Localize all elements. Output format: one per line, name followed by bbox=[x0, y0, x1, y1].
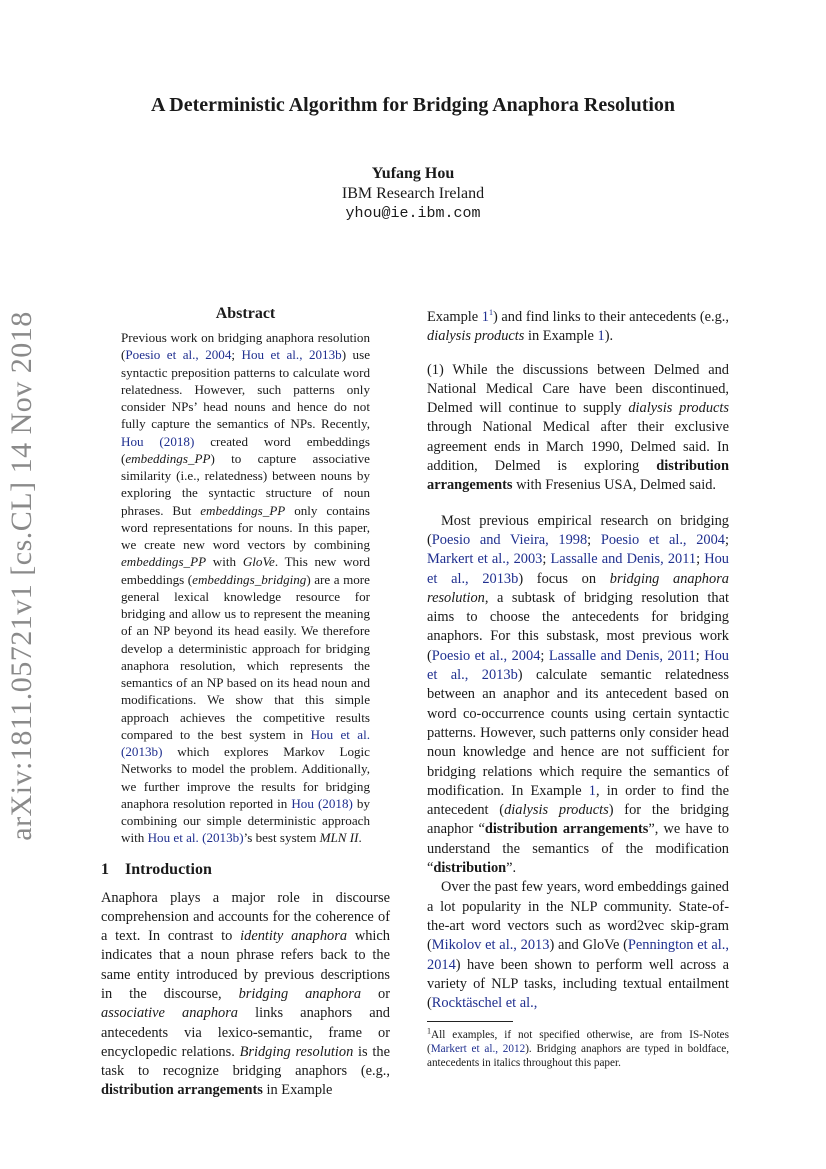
abstract-text: Previous work on bridging anaphora resolution (Poesio et al., 2004; Hou et al., 2013b) use syntactic preposition patterns to calculate word relatedness. However, such patterns only consider NPs’ head nouns and hence do not fully capture the semantics of NPs. Recently, Hou (2018) created word embeddings (embeddings_PP) to capture associative similarity (i.e., relatedness) between nouns by exploring the syntactic structure of noun phrases. But embeddings_PP only contains word representations for nouns. In this paper, we create new word vectors by combining embeddings_PP with GloVe. This new word embeddings (embeddings_bridging) are a more general lexical knowledge resource for bridging and allow us to represent the meaning of an NP beyond its head easily. We therefore develop a deterministic approach for bridging anaphora resolution, which represents the semantics of an NP based on its head noun and modifications. We show that this simple approach achieves the competitive results compared to the best system in Hou et al. (2013b) which explores Markov Logic Networks to model the problem. Additionally, we further improve the results for bridging anaphora resolution reported in Hou (2018) by combining our simple deterministic approach with Hou et al. (2013b)’s best system MLN II. bbox=[121, 330, 370, 846]
citation-link[interactable]: Poesio et al., 2004 bbox=[125, 347, 232, 363]
citation-link[interactable]: Markert et al., 2003 bbox=[427, 551, 543, 568]
body-paragraph: Over the past few years, word embeddings gained a lot popularity in the NLP community. State-of-the-art word vectors such as word2vec skip-gram (Mikolov et al., 2013) and GloVe (Pennington et al., 2014) have been shown to perform well across a variety of NLP tasks, including textual entailment (Rocktäschel et al., bbox=[427, 879, 729, 1012]
footnote-number: 1 bbox=[427, 1026, 431, 1036]
citation-link[interactable]: Poesio et al., 2004 bbox=[600, 531, 725, 548]
footnote: $^1$All examples, if not specified otherwise, are from IS-Notes (Markert et al., 2012). Bridging anaphors are typed in boldface, antecedents in italics throughout this paper. bbox=[427, 1026, 729, 1070]
section-number: 1 bbox=[101, 860, 109, 878]
example-ref-link[interactable]: 1 bbox=[588, 782, 596, 799]
citation-link[interactable]: Poesio et al., 2004 bbox=[431, 647, 541, 664]
citation-link[interactable]: Markert et al., 2012 bbox=[430, 1043, 526, 1056]
intro-paragraph-continued: Example 1$^1$) and find links to their antecedents (e.g., dialysis products in Example 1). bbox=[427, 308, 729, 345]
citation-link[interactable]: Poesio and Vieira, 1998 bbox=[431, 531, 588, 548]
citation-link[interactable]: Lassalle and Denis, 2011 bbox=[550, 551, 697, 568]
left-column bbox=[101, 305, 390, 1101]
citation-link[interactable]: Hou et al. (2013b) bbox=[147, 830, 244, 846]
citation-link[interactable]: Mikolov et al., 2013 bbox=[431, 937, 550, 954]
citation-link[interactable]: Hou et al., 2013b bbox=[427, 647, 729, 684]
footnote-divider bbox=[427, 1021, 513, 1022]
citation-link[interactable]: Hou (2018) bbox=[121, 433, 195, 449]
citation-link[interactable]: Pennington et al., 2014 bbox=[427, 937, 729, 973]
right-column bbox=[427, 308, 729, 1070]
footnote-marker[interactable]: 1 bbox=[488, 308, 493, 318]
section-title: Introduction bbox=[125, 860, 212, 878]
example-1: (1) While the discussions between Delmed and National Medical Care have been discontinued, Delmed will continue to supply dialysis products through National Medical after their exclusive agreement ends in March 1990, Delmed said. In addition, Delmed is exploring distribution arrangements with Fresenius USA, Delmed said. bbox=[427, 361, 730, 494]
intro-paragraph: Anaphora plays a major role in discourse comprehension and accounts for the coherence of a text. In contrast to identity anaphora which indicates that a noun phrase refers back to the same entity introduced by previous descriptions in the discourse, bridging anaphora or associative anaphora links anaphors and antecedents via lexico-semantic, frame or encyclopedic relations. Bridging resolution is the task to recognize bridging anaphors (e.g., distribution arrangements in Example bbox=[101, 889, 390, 1099]
author-affiliation: IBM Research Ireland bbox=[341, 185, 485, 202]
body-paragraph: Most previous empirical research on bridging (Poesio and Vieira, 1998; Poesio et al., 2004; Markert et al., 2003; Lassalle and Denis, 2011; Hou et al., 2013b) focus on bridging anaphora resolution, a subtask of bridging resolution that aims to choose the antecedents for bridging anaphors. For this substask, most previous work (Poesio et al., 2004; Lassalle and Denis, 2011; Hou et al., 2013b) calculate semantic relatedness between an anaphor and its antecedent based on word co-occurrence counts using certain syntactic patterns. However, such patterns only consider head noun knowledge and hence are not sufficient for bridging relations which require the semantics of modification. In Example 1, in order to find the antecedent (dialysis products) for the bridging anaphor “distribution arrangements”, we have to understand the semantics of the modification “distribution”. bbox=[427, 512, 730, 877]
citation-link[interactable]: Lassalle and Denis, 2011 bbox=[548, 647, 696, 664]
author-email[interactable]: yhou@ie.ibm.com bbox=[345, 205, 481, 222]
abstract-heading: Abstract bbox=[215, 305, 276, 322]
citation-link[interactable]: Hou (2018) bbox=[291, 795, 353, 811]
example-ref-link[interactable]: 1 bbox=[481, 309, 489, 325]
citation-link[interactable]: Rocktäschel et al., bbox=[431, 995, 538, 1012]
paper-title: A Deterministic Algorithm for Bridging Anaphora Resolution bbox=[150, 94, 676, 116]
author-name: Yufang Hou bbox=[371, 165, 455, 182]
example-ref-link[interactable]: 1 bbox=[597, 328, 605, 345]
citation-link[interactable]: Hou et al., 2013b bbox=[427, 551, 729, 587]
section-heading bbox=[101, 861, 390, 879]
citation-link[interactable]: Hou et al. (2013b) bbox=[121, 726, 370, 759]
arxiv-stamp: arXiv:1811.05721v1 [cs.CL] 14 Nov 2018 bbox=[5, 311, 38, 841]
citation-link[interactable]: Hou et al., 2013b bbox=[241, 347, 342, 363]
